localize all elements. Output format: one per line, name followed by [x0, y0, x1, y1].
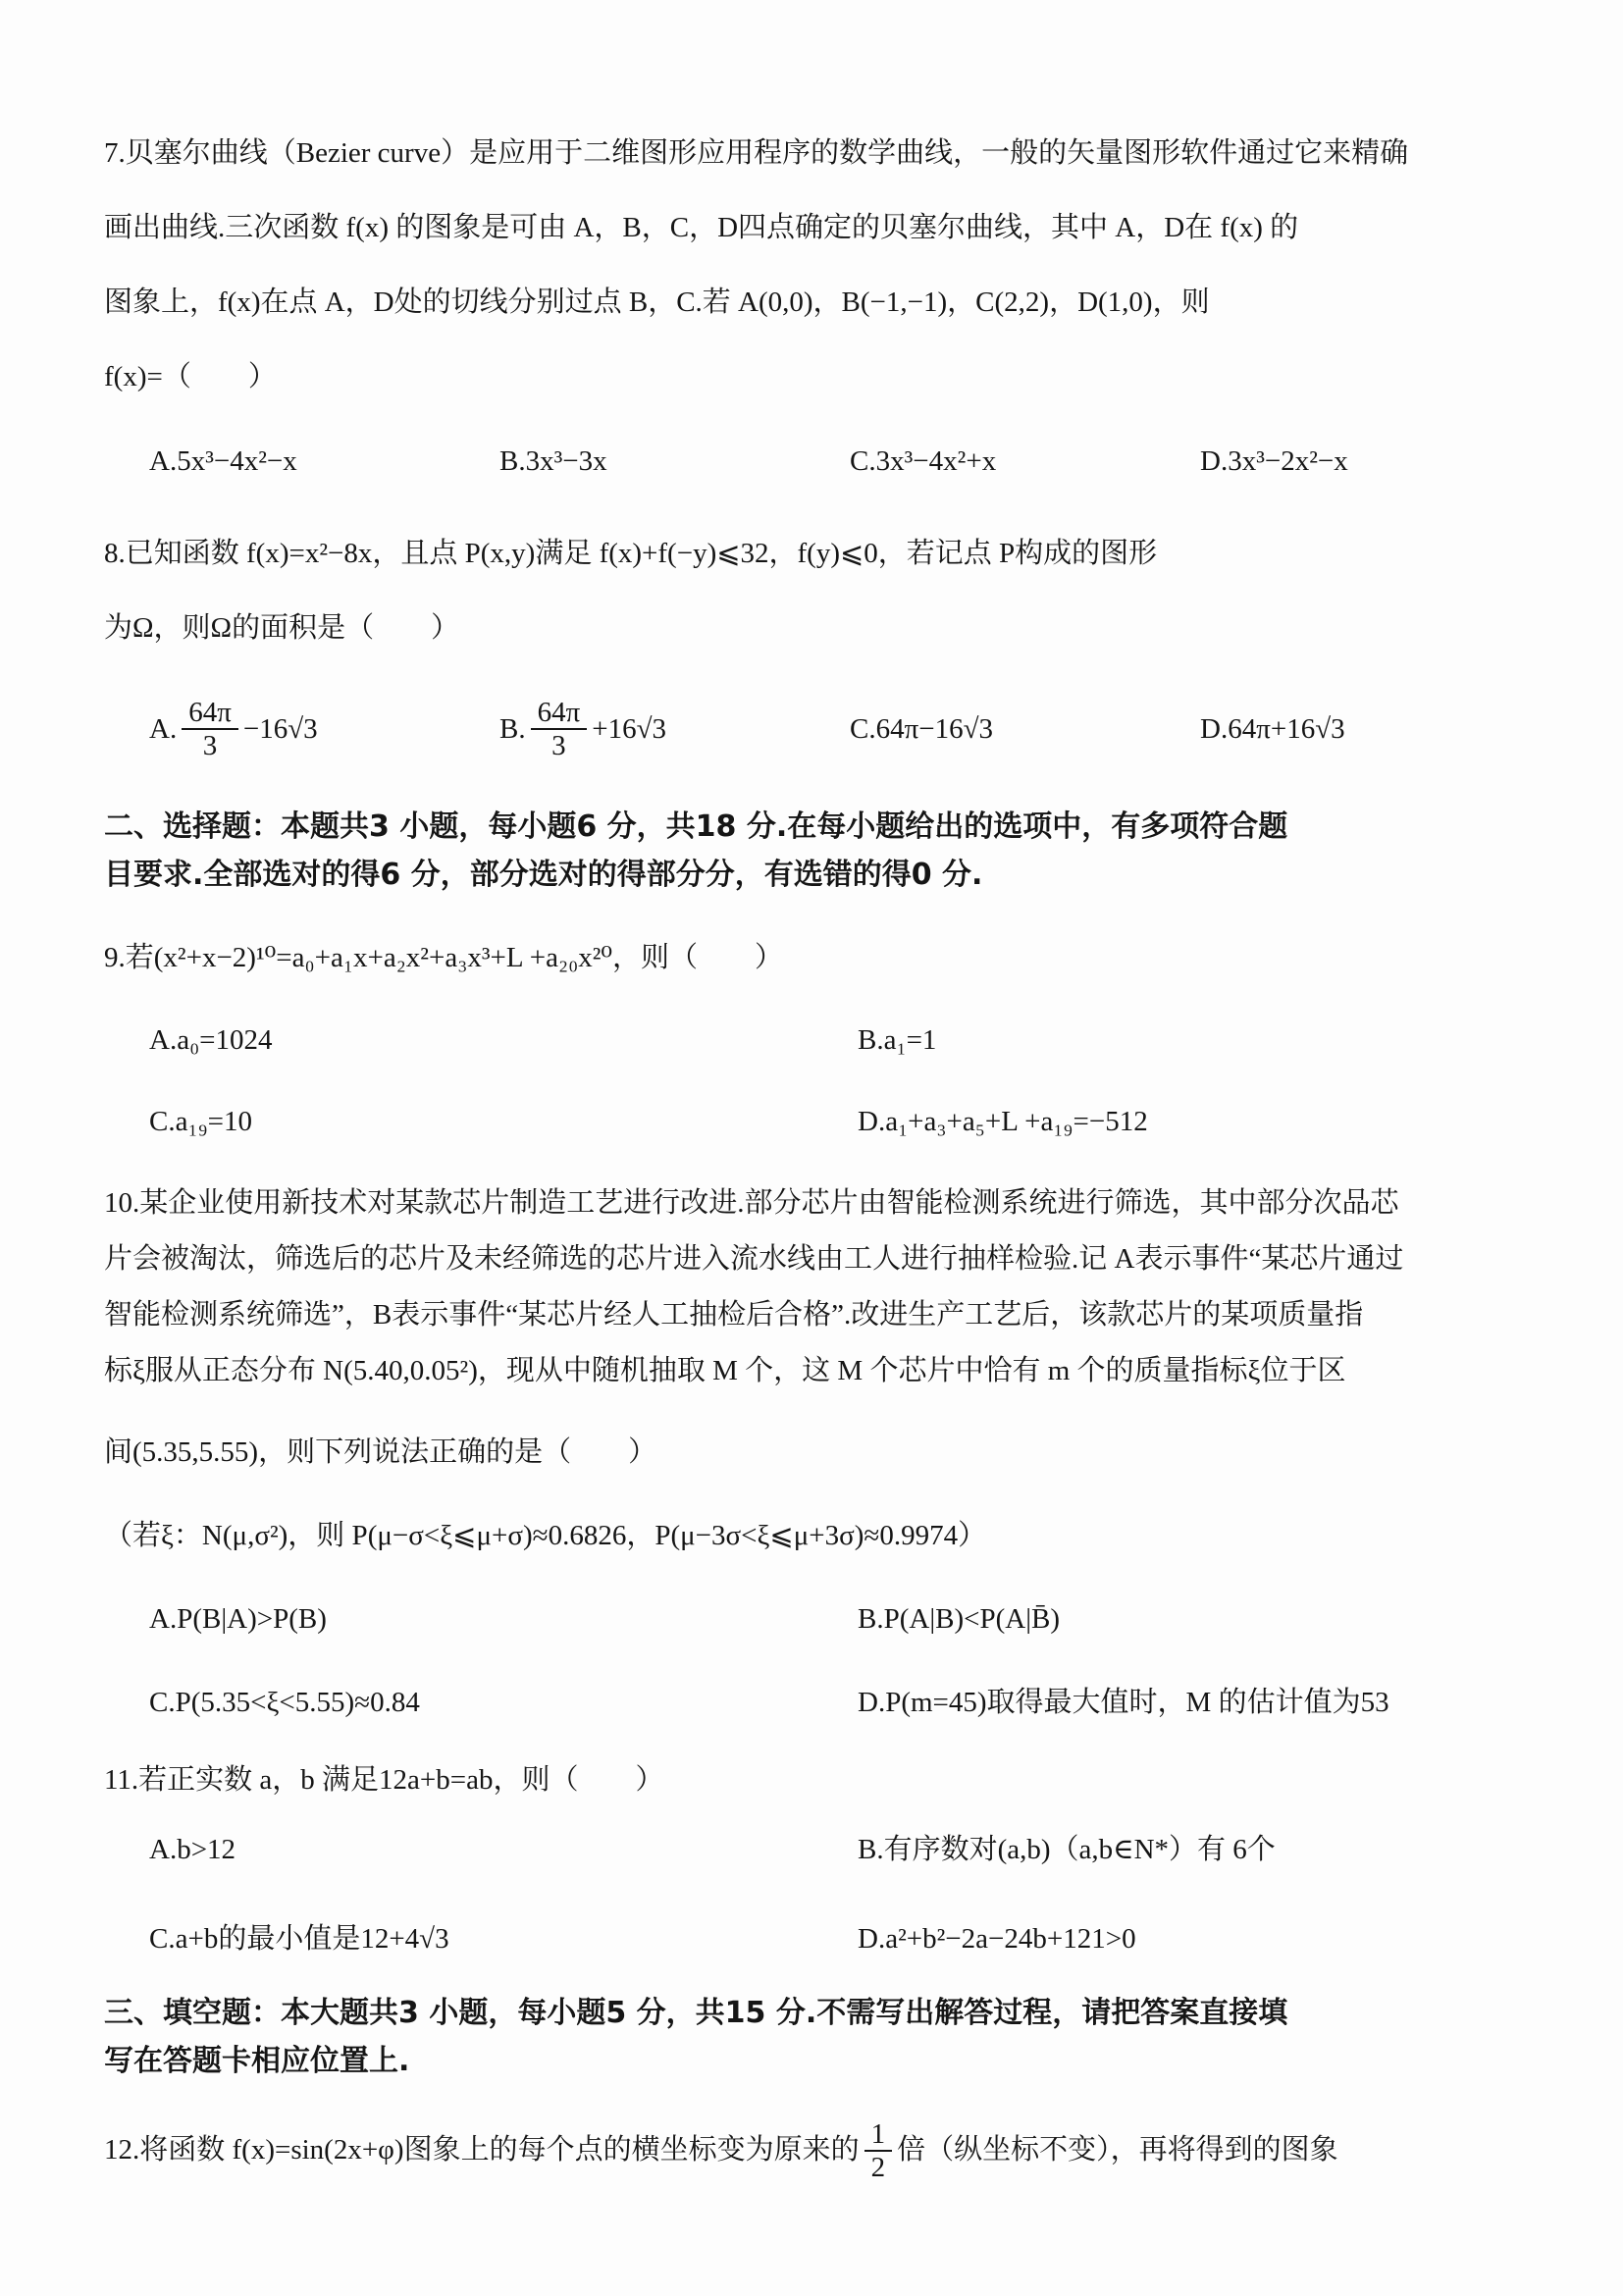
question-10-option-b: B.P(A|B)<P(A|B̄)	[858, 1603, 1061, 1635]
question-7	[104, 116, 1537, 491]
question-10	[104, 1175, 1537, 1731]
section-2-header-line-1: 二、选择题：本题共3 小题，每小题6 分，共18 分.在每小题给出的选项中，有多项符合题	[104, 809, 1288, 844]
option-label: C.	[850, 713, 876, 745]
fraction	[531, 697, 588, 762]
question-10-options-row-1	[104, 1592, 1537, 1647]
question-9-options-row-2	[104, 1094, 1537, 1150]
question-10-options-row-2	[104, 1675, 1537, 1731]
question-11-option-a: A.b>12	[149, 1834, 236, 1865]
question-12-stem-post: 倍（纵坐标不变），再将得到的图象	[897, 2134, 1338, 2166]
question-11-option-b: B.有序数对(a,b)（a,b∈N*）有 6个	[858, 1834, 1276, 1865]
fraction	[864, 2118, 893, 2184]
question-10-stem-line-3: 智能检测系统筛选”，B表示事件“某芯片经人工抽检后合格”.改进生产工艺后，该款芯片的某项质量指	[104, 1299, 1364, 1331]
section-3-header-line-2: 写在答题卡相应位置上.	[104, 2044, 410, 2078]
question-10-option-d: D.P(m=45)取得最大值时，M 的估计值为53	[858, 1687, 1389, 1718]
fraction-numerator: 64π	[188, 696, 232, 728]
question-9-options-row-1	[104, 1013, 1537, 1069]
section-3-header	[104, 1989, 1537, 2085]
option-label: D.	[1200, 713, 1229, 745]
question-10-stem-line-1: 10.某企业使用新技术对某款芯片制造工艺进行改进.部分芯片由智能检测系统进行筛选，其中部分次品芯	[104, 1187, 1399, 1219]
question-7-stem-line-3: 图象上，f(x)在点 A，D处的切线分别过点 B，C.若 A(0,0)，B(−1,−1)，C(2,2)，D(1,0)，则	[104, 287, 1210, 318]
fraction	[182, 697, 238, 762]
question-8-options	[104, 671, 1537, 787]
fraction-denominator: 2	[864, 2150, 893, 2183]
question-11-option-c: C.a+b的最小值是12+4√3	[149, 1923, 449, 1955]
question-9-stem: 9.若(x²+x−2)¹⁰=a₀+a₁x+a₂x²+a₃x³+L +a₂₀x²⁰，则（ ）	[104, 942, 784, 973]
section-2-header	[104, 803, 1537, 899]
question-12-stem-pre: 12.将函数 f(x)=sin(2x+φ)图象上的每个点的横坐标变为原来的	[104, 2134, 860, 2166]
question-7-options	[104, 432, 1537, 491]
question-10-stem-line-4: 标ξ服从正态分布 N(5.40,0.05²)，现从中随机抽取 M 个，这 M 个芯片中恰有 m 个的质量指标ξ位于区	[104, 1355, 1346, 1386]
option-label: A.	[149, 713, 178, 745]
question-10-stem-line-5: 间(5.35,5.55)，则下列说法正确的是（ ）	[104, 1436, 657, 1468]
question-7-option-a: A.5x³−4x²−x	[149, 445, 297, 477]
question-7-option-d: D.3x³−2x²−x	[1200, 445, 1348, 477]
fraction-numerator: 1	[870, 2117, 886, 2150]
question-9	[104, 920, 1537, 1150]
question-11-options-row-1	[104, 1822, 1537, 1878]
question-9-option-a: A.a₀=1024	[149, 1024, 273, 1056]
question-7-option-c: C.3x³−4x²+x	[850, 445, 997, 477]
question-8-option-c	[850, 700, 1200, 758]
option-tail: −16√3	[242, 713, 318, 745]
question-11	[104, 1752, 1537, 1967]
question-8-option-b	[499, 697, 850, 762]
fraction-denominator: 3	[182, 728, 238, 761]
option-text: 64π+16√3	[1228, 713, 1345, 745]
section-2-header-line-2: 目要求.全部选对的得6 分，部分选对的得部分分，有选错的得0 分.	[104, 858, 983, 892]
question-9-option-d: D.a₁+a₃+a₅+L +a₁₉=−512	[858, 1106, 1148, 1137]
question-8-option-d	[1200, 700, 1537, 758]
question-7-stem-line-4: f(x)=（ ）	[104, 361, 277, 392]
question-9-option-c: C.a₁₉=10	[149, 1106, 253, 1137]
question-11-option-d: D.a²+b²−2a−24b+121>0	[858, 1923, 1136, 1955]
question-8-stem-line-1: 8.已知函数 f(x)=x²−8x，且点 P(x,y)满足 f(x)+f(−y)⩽32，f(y)⩽0，若记点 P构成的图形	[104, 538, 1158, 569]
question-8-option-a	[149, 697, 499, 762]
question-10-option-a: A.P(B|A)>P(B)	[149, 1603, 327, 1635]
question-7-option-b: B.3x³−3x	[499, 445, 607, 477]
question-11-options-row-2	[104, 1911, 1537, 1967]
question-10-normal-distribution-note: （若ξ：N(μ,σ²)，则 P(μ−σ<ξ⩽μ+σ)≈0.6826，P(μ−3σ<ξ⩽μ+3σ)≈0.9974）	[104, 1520, 987, 1551]
option-text: 64π−16√3	[875, 713, 994, 745]
question-11-stem: 11.若正实数 a，b 满足12a+b=ab，则（ ）	[104, 1764, 664, 1796]
question-8	[104, 516, 1537, 787]
question-7-stem-line-1: 7.贝塞尔曲线（Bezier curve）是应用于二维图形应用程序的数学曲线，一般的矢量图形软件通过它来精确	[104, 137, 1409, 169]
option-tail: +16√3	[592, 713, 667, 745]
option-label: B.	[499, 713, 526, 745]
question-12	[104, 2107, 1537, 2195]
fraction-denominator: 3	[531, 728, 588, 761]
fraction-numerator: 64π	[537, 696, 581, 728]
question-7-stem-line-2: 画出曲线.三次函数 f(x) 的图象是可由 A，B，C，D四点确定的贝塞尔曲线，其中 A，D在 f(x) 的	[104, 212, 1299, 243]
question-10-stem-line-2: 片会被淘汰，筛选后的芯片及未经筛选的芯片进入流水线由工人进行抽样检验.记 A表示事件“某芯片通过	[104, 1243, 1404, 1275]
section-3-header-line-1: 三、填空题：本大题共3 小题，每小题5 分，共15 分.不需写出解答过程，请把答案直接填	[104, 1996, 1288, 2030]
question-8-stem-line-2: 为Ω，则Ω的面积是（ ）	[104, 612, 460, 644]
question-10-option-c: C.P(5.35<ξ<5.55)≈0.84	[149, 1687, 420, 1718]
question-9-option-b: B.a₁=1	[858, 1024, 937, 1056]
